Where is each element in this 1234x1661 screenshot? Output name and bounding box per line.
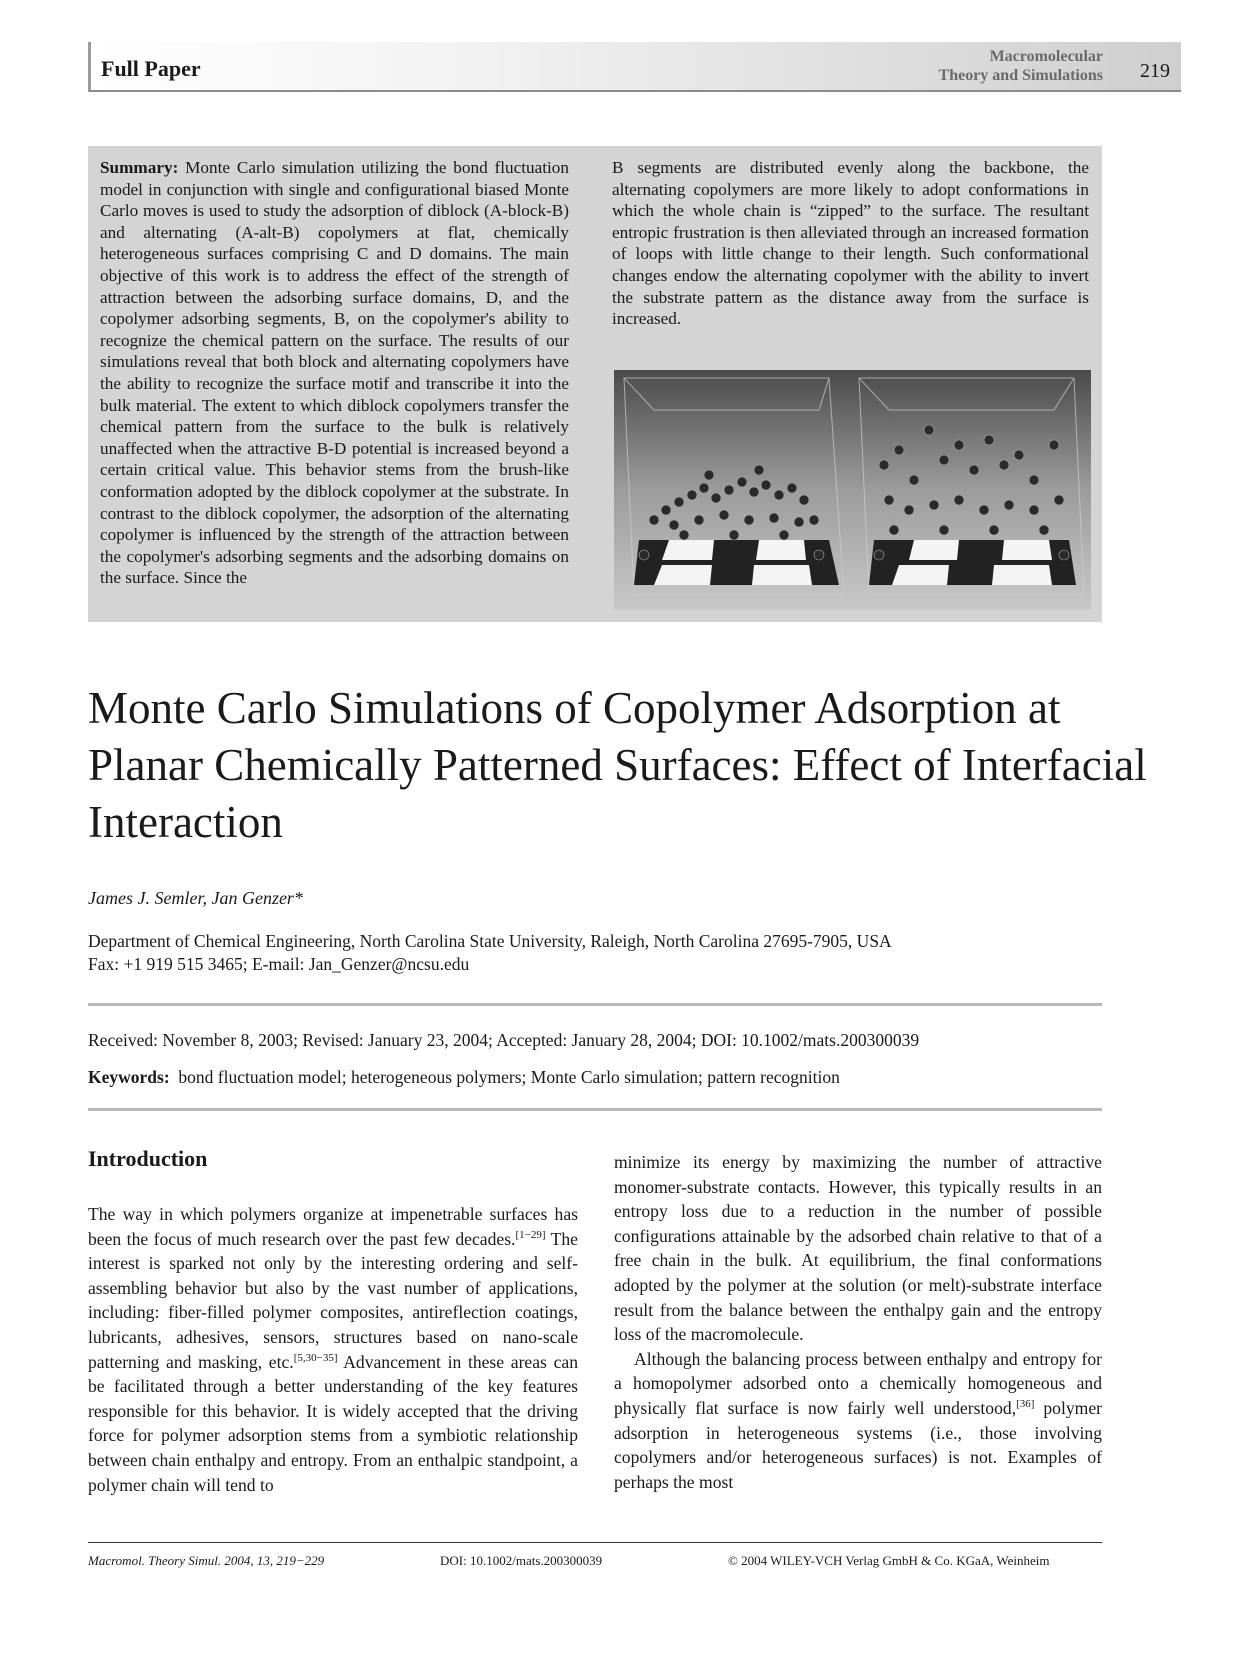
intro-text-3: Advancement in these areas can be facilitated through a better understanding of the key features responsible for this behavior. It is widely accepted that the driving force for polymer adsorption stems from a symbiotic relationship between chain enthalpy and entropy. From an enthalpic standpoint, a polymer chain will tend to bbox=[88, 1351, 578, 1495]
journal-name bbox=[939, 47, 1103, 85]
affiliation-contact: Fax: +1 919 515 3465; E-mail: Jan_Genzer@ncsu.edu bbox=[88, 954, 470, 974]
journal-name-line2: Theory and Simulations bbox=[938, 67, 1103, 84]
intro-paragraph-continued: minimize its energy by maximizing the number of attractive monomer-substrate contacts. However, this typically results in an entropy loss due to a reduction in the number of possible configurations attainable by the adsorbed chain relative to that of a free chain in the bulk. At equilibrium, the final conformations adopted by the polymer at the solution (or melt)-substrate interface result from the balance between the enthalpy gain and the entropy loss of the macromolecule. bbox=[614, 1152, 1102, 1345]
footer-doi: DOI: 10.1002/mats.200300039 bbox=[440, 1553, 603, 1568]
intro-text-4: Although the balancing process between enthalpy and entropy for a homopolymer adsorbed onto a chemically homogeneous and physically flat surface is now fairly well understood, bbox=[614, 1348, 1102, 1418]
body-left-column bbox=[88, 1202, 578, 1497]
citation-ref: [1−29] bbox=[515, 1228, 546, 1241]
divider-top bbox=[88, 1003, 1102, 1006]
keywords-text: bond fluctuation model; heterogeneous polymers; Monte Carlo simulation; pattern recognition bbox=[178, 1067, 840, 1087]
article-title: Monte Carlo Simulations of Copolymer Adsorption at Planar Chemically Patterned Surfaces: Effect of Interfacial Interaction bbox=[88, 683, 1147, 847]
citation-ref: [36] bbox=[1016, 1398, 1035, 1411]
footer-citation: Macromol. Theory Simul. 2004, 13, 219−229 bbox=[88, 1553, 325, 1568]
intro-paragraph-1 bbox=[88, 1202, 578, 1497]
summary-left-text: Monte Carlo simulation utilizing the bond fluctuation model in conjunction with single and configurational biased Monte Carlo moves is used to study the adsorption of diblock (A-block-B) and alternating (A-alt-B) copolymers at flat, chemically heterogeneous surfaces comprising C and D domains. The main objective of this work is to address the effect of the strength of attraction between the adsorbing surface domains, D, and the copolymer adsorbing segments, B, on the copolymer's ability to recognize the chemical pattern on the surface. The results of our simulations reveal that both block and alternating copolymers have the ability to recognize the surface motif and transcribe it into the bulk material. The extent to which diblock copolymers transfer the chemical pattern from the surface to the bulk is relatively unaffected when the attractive B-D potential is increased beyond a certain critical value. This behavior stems from the brush-like conformation adopted by the diblock copolymer at the substrate. In contrast to the diblock copolymer, the adsorption of the alternating copolymer is influenced by the strength of the attraction between the copolymer's adsorbing segments and the adsorbing domains on the surface. Since the bbox=[100, 158, 569, 588]
section-label: Full Paper bbox=[101, 56, 201, 81]
running-header bbox=[88, 42, 1181, 92]
intro-text-1: The way in which polymers organize at impenetrable surfaces has been the focus of much research over the past few decades. bbox=[88, 1204, 578, 1249]
summary-box bbox=[88, 146, 1102, 622]
body-right-column bbox=[614, 1150, 1102, 1494]
simulation-figure bbox=[614, 370, 1091, 610]
received-dates: Received: November 8, 2003; Revised: January 23, 2004; Accepted: January 28, 2004; DOI: 10.1002/mats.200300039 bbox=[88, 1030, 920, 1050]
summary-label: Summary: bbox=[100, 158, 179, 177]
summary-right-column: B segments are distributed evenly along the backbone, the alternating copolymers are more likely to adopt conformations in which the whole chain is “zipped” to the surface. The resultant entropic frustration is then alleviated through an increased formation of loops with little change to their length. Such conformational changes endow the alternating copolymer with the ability to invert the substrate pattern as the distance away from the surface is increased. bbox=[612, 158, 1089, 329]
keywords-label: Keywords: bbox=[88, 1067, 170, 1087]
citation-ref: [5,30−35] bbox=[293, 1351, 338, 1364]
affiliation-address: Department of Chemical Engineering, North Carolina State University, Raleigh, North Carolina 27695-7905, USA bbox=[88, 931, 892, 951]
journal-name-line1: Macromolecular bbox=[989, 48, 1103, 65]
intro-paragraph-2 bbox=[614, 1347, 1102, 1495]
divider-bottom bbox=[88, 1108, 1102, 1111]
page-number: 219 bbox=[1140, 60, 1170, 82]
intro-text-2: The interest is sparked not only by the interesting ordering and self-assembling behavior but also by the vast number of applications, including: fiber-filled polymer composites, antireflection coatings, lubricants, adhesives, sensors, structures based on nano-scale patterning and masking, etc. bbox=[88, 1228, 578, 1372]
footer-copyright: © 2004 WILEY-VCH Verlag GmbH & Co. KGaA, Weinheim bbox=[728, 1553, 1050, 1568]
footer-divider bbox=[88, 1542, 1102, 1543]
intro-text-5: polymer adsorption in heterogeneous systems (i.e., those involving copolymers and/or heterogeneous surfaces) is not. Examples of perhaps the most bbox=[614, 1397, 1102, 1492]
affiliation bbox=[88, 930, 892, 976]
authors: James J. Semler, Jan Genzer* bbox=[88, 888, 303, 908]
keywords bbox=[88, 1067, 840, 1088]
section-heading-introduction: Introduction bbox=[88, 1146, 208, 1171]
summary-left-column bbox=[100, 157, 569, 589]
